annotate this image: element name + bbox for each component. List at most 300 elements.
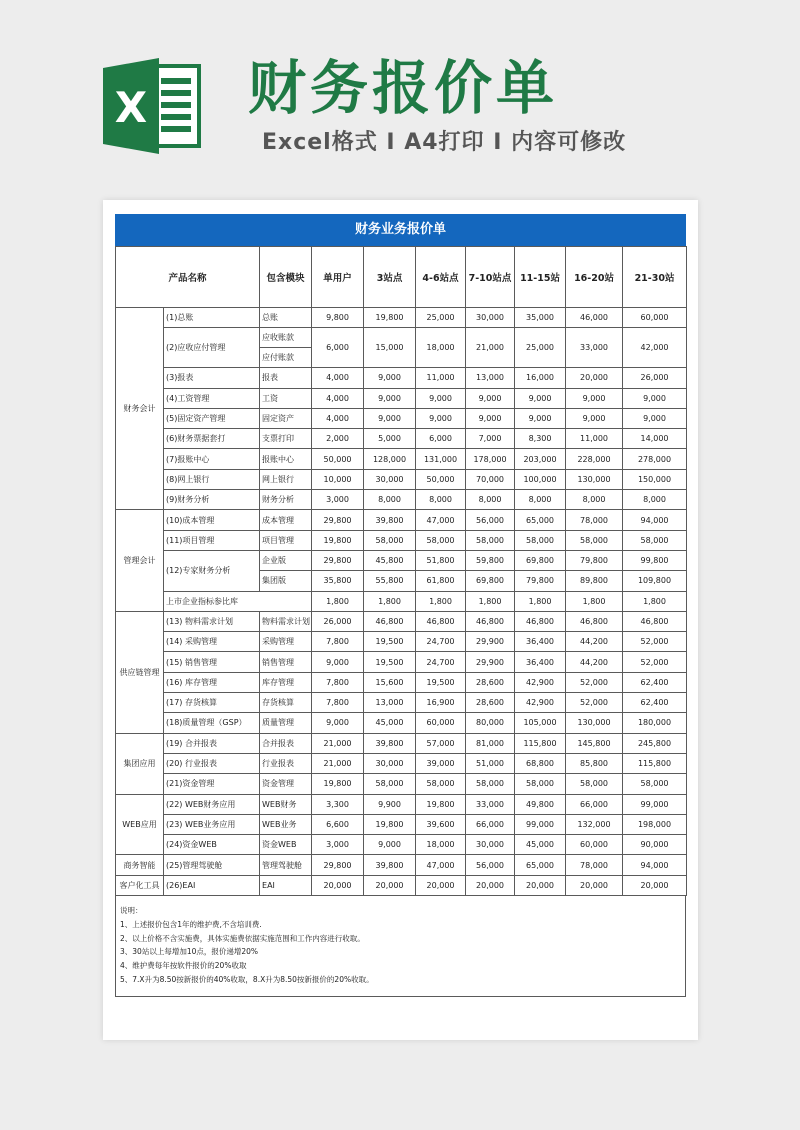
- price-cell: 8,000: [466, 490, 515, 510]
- price-cell: 3,000: [312, 490, 364, 510]
- price-cell: 33,000: [566, 328, 623, 368]
- price-cell: 42,900: [515, 672, 566, 692]
- module-cell: EAI: [260, 875, 312, 895]
- price-cell: 21,000: [312, 733, 364, 753]
- module-cell: 管理驾驶舱: [260, 855, 312, 875]
- price-cell: 8,000: [416, 490, 466, 510]
- col-header: 3站点: [364, 247, 416, 308]
- price-cell: 8,000: [623, 490, 687, 510]
- price-cell: 8,000: [364, 490, 416, 510]
- price-cell: 50,000: [416, 469, 466, 489]
- product-name-cell: (14) 采购管理: [164, 632, 260, 652]
- price-cell: 4,000: [312, 368, 364, 388]
- product-name-cell: (17) 存货核算: [164, 693, 260, 713]
- price-cell: 100,000: [515, 469, 566, 489]
- table-row: [116, 328, 687, 368]
- module-cell: 工资: [260, 388, 312, 408]
- price-cell: 52,000: [566, 693, 623, 713]
- price-cell: 25,000: [515, 328, 566, 368]
- price-cell: 39,800: [364, 855, 416, 875]
- table-row: [116, 388, 687, 408]
- price-cell: 6,000: [416, 429, 466, 449]
- price-cell: 9,000: [312, 713, 364, 733]
- price-cell: 80,000: [466, 713, 515, 733]
- price-cell: 21,000: [312, 753, 364, 773]
- price-cell: 130,000: [566, 469, 623, 489]
- price-cell: 132,000: [566, 814, 623, 834]
- price-cell: 46,000: [566, 308, 623, 328]
- product-name-cell: (5)固定资产管理: [164, 408, 260, 428]
- sheet-title: 财务业务报价单: [115, 214, 686, 246]
- price-cell: 58,000: [416, 530, 466, 550]
- col-header: 11-15站: [515, 247, 566, 308]
- price-cell: 25,000: [416, 308, 466, 328]
- price-cell: 52,000: [623, 652, 687, 672]
- price-cell: 33,000: [466, 794, 515, 814]
- module-cell: [260, 328, 312, 368]
- price-cell: 9,000: [364, 368, 416, 388]
- price-cell: 58,000: [623, 530, 687, 550]
- price-cell: 2,000: [312, 429, 364, 449]
- table-row: [116, 672, 687, 692]
- price-cell: 68,800: [515, 753, 566, 773]
- price-cell: 9,000: [566, 408, 623, 428]
- price-cell: 18,000: [416, 328, 466, 368]
- price-cell: 128,000: [364, 449, 416, 469]
- price-cell: 58,000: [466, 774, 515, 794]
- price-cell: 278,000: [623, 449, 687, 469]
- category-cell: 财务会计: [116, 308, 164, 510]
- price-cell: 85,800: [566, 753, 623, 773]
- price-cell: 115,800: [623, 753, 687, 773]
- product-name-cell: (6)财务票据套打: [164, 429, 260, 449]
- price-cell: 65,000: [515, 855, 566, 875]
- price-cell: 58,000: [515, 530, 566, 550]
- price-cell: 81,000: [466, 733, 515, 753]
- table-row: [116, 550, 687, 570]
- price-cell: 9,000: [466, 408, 515, 428]
- module-sub-cell: 应收账款: [260, 328, 311, 348]
- price-cell: 10,000: [312, 469, 364, 489]
- price-cell: 9,000: [364, 388, 416, 408]
- price-cell: 29,800: [312, 855, 364, 875]
- module-cell: 销售管理: [260, 652, 312, 672]
- price-cell: 28,600: [466, 672, 515, 692]
- price-cell: 35,000: [515, 308, 566, 328]
- price-cell: 9,000: [515, 388, 566, 408]
- module-cell: 财务分析: [260, 490, 312, 510]
- price-cell: 29,800: [312, 550, 364, 570]
- price-cell: 1,800: [623, 591, 687, 611]
- price-cell: 20,000: [623, 875, 687, 895]
- price-cell: 47,000: [416, 855, 466, 875]
- price-cell: 79,800: [515, 571, 566, 591]
- product-name-cell: (26)EAI: [164, 875, 260, 895]
- category-cell: 供应链管理: [116, 611, 164, 733]
- table-row: [116, 652, 687, 672]
- price-cell: 24,700: [416, 632, 466, 652]
- col-header: 21-30站: [623, 247, 687, 308]
- price-cell: 89,800: [566, 571, 623, 591]
- price-cell: 19,500: [364, 632, 416, 652]
- price-cell: 8,300: [515, 429, 566, 449]
- price-cell: 36,400: [515, 652, 566, 672]
- module-cell: WEB财务: [260, 794, 312, 814]
- module-cell: 报表: [260, 368, 312, 388]
- table-row: [116, 490, 687, 510]
- price-cell: 20,000: [515, 875, 566, 895]
- col-header: 产品名称: [116, 247, 260, 308]
- module-cell: 资金管理: [260, 774, 312, 794]
- price-cell: 16,000: [515, 368, 566, 388]
- price-cell: 19,800: [364, 814, 416, 834]
- price-cell: 105,000: [515, 713, 566, 733]
- price-cell: 9,000: [416, 388, 466, 408]
- note-line: 1、上述报价包含1年的维护费,不含培训费.: [120, 919, 262, 929]
- price-cell: 20,000: [416, 875, 466, 895]
- logo-letter: X: [114, 83, 148, 132]
- price-cell: 8,000: [515, 490, 566, 510]
- price-cell: 15,600: [364, 672, 416, 692]
- price-cell: 46,800: [364, 611, 416, 631]
- price-cell: 150,000: [623, 469, 687, 489]
- category-cell: 商务智能: [116, 855, 164, 875]
- price-cell: 7,800: [312, 672, 364, 692]
- module-cell: 存货核算: [260, 693, 312, 713]
- price-cell: 4,000: [312, 408, 364, 428]
- category-cell: 管理会计: [116, 510, 164, 611]
- price-cell: 9,000: [364, 408, 416, 428]
- module-cell: 集团版: [260, 571, 312, 591]
- price-cell: 55,800: [364, 571, 416, 591]
- module-cell: WEB业务: [260, 814, 312, 834]
- note-line: 5、7.X升为8.50按新报价的40%收取，8.X升为8.50按新报价的20%收取。: [120, 975, 374, 984]
- price-cell: 79,800: [566, 550, 623, 570]
- price-cell: 65,000: [515, 510, 566, 530]
- price-cell: 19,800: [312, 530, 364, 550]
- price-cell: 228,000: [566, 449, 623, 469]
- price-cell: 58,000: [364, 774, 416, 794]
- module-cell: 合并报表: [260, 733, 312, 753]
- price-cell: 50,000: [312, 449, 364, 469]
- price-cell: 13,000: [466, 368, 515, 388]
- price-cell: 58,000: [364, 530, 416, 550]
- table-row: [116, 814, 687, 834]
- price-cell: 66,000: [566, 794, 623, 814]
- price-cell: 30,000: [466, 835, 515, 855]
- price-cell: 58,000: [623, 774, 687, 794]
- price-cell: 39,800: [364, 510, 416, 530]
- product-name-cell: (19) 合并报表: [164, 733, 260, 753]
- col-header: 4-6站点: [416, 247, 466, 308]
- price-cell: 69,800: [466, 571, 515, 591]
- product-name-cell: (21)资金管理: [164, 774, 260, 794]
- module-cell: 项目管理: [260, 530, 312, 550]
- price-cell: 56,000: [466, 855, 515, 875]
- price-cell: 78,000: [566, 855, 623, 875]
- price-cell: 58,000: [566, 774, 623, 794]
- table-row: [116, 611, 687, 631]
- price-cell: 9,800: [312, 308, 364, 328]
- price-cell: 19,800: [312, 774, 364, 794]
- price-cell: 94,000: [623, 510, 687, 530]
- price-cell: 28,600: [466, 693, 515, 713]
- product-name-cell: (13) 物料需求计划: [164, 611, 260, 631]
- price-cell: 15,000: [364, 328, 416, 368]
- price-cell: 45,000: [364, 713, 416, 733]
- module-sub-cell: 应付账款: [262, 353, 295, 363]
- price-cell: 99,000: [623, 794, 687, 814]
- quote-table: [115, 246, 687, 896]
- module-cell: 资金WEB: [260, 835, 312, 855]
- table-row: [116, 753, 687, 773]
- product-name-cell: (16) 库存管理: [164, 672, 260, 692]
- price-cell: 198,000: [623, 814, 687, 834]
- module-cell: 总账: [260, 308, 312, 328]
- table-row: [116, 429, 687, 449]
- product-name-cell: (4)工资管理: [164, 388, 260, 408]
- price-cell: 62,400: [623, 693, 687, 713]
- table-row: [116, 368, 687, 388]
- module-cell: 行业报表: [260, 753, 312, 773]
- price-cell: 99,000: [515, 814, 566, 834]
- module-cell: 报账中心: [260, 449, 312, 469]
- table-row: [116, 632, 687, 652]
- price-cell: 26,000: [623, 368, 687, 388]
- note-line: 2、以上价格不含实施费，具体实施费依据实施范围和工作内容进行收取。: [120, 933, 365, 943]
- price-cell: 7,000: [466, 429, 515, 449]
- price-cell: 46,800: [515, 611, 566, 631]
- excel-logo-icon: [103, 58, 203, 154]
- product-name-cell: (8)网上银行: [164, 469, 260, 489]
- price-cell: 19,800: [416, 794, 466, 814]
- product-name-cell: (20) 行业报表: [164, 753, 260, 773]
- price-cell: 1,800: [364, 591, 416, 611]
- price-cell: 45,000: [515, 835, 566, 855]
- price-cell: 39,000: [416, 753, 466, 773]
- price-cell: 26,000: [312, 611, 364, 631]
- price-cell: 20,000: [364, 875, 416, 895]
- table-row: [116, 693, 687, 713]
- price-cell: 19,500: [416, 672, 466, 692]
- price-cell: 56,000: [466, 510, 515, 530]
- product-name-cell: 上市企业指标参比库: [164, 591, 312, 611]
- price-cell: 45,800: [364, 550, 416, 570]
- col-header: 包含模块: [260, 247, 312, 308]
- product-name-cell: (7)报账中心: [164, 449, 260, 469]
- price-cell: 3,000: [312, 835, 364, 855]
- product-name-cell: (15) 销售管理: [164, 652, 260, 672]
- price-cell: 30,000: [364, 753, 416, 773]
- col-header: 16-20站: [566, 247, 623, 308]
- price-cell: 58,000: [566, 530, 623, 550]
- col-header: 7-10站点: [466, 247, 515, 308]
- price-cell: 30,000: [364, 469, 416, 489]
- table-row: [116, 530, 687, 550]
- price-cell: 13,000: [364, 693, 416, 713]
- price-cell: 52,000: [623, 632, 687, 652]
- table-row: [116, 794, 687, 814]
- table-row: [116, 733, 687, 753]
- price-cell: 44,200: [566, 632, 623, 652]
- price-cell: 59,800: [466, 550, 515, 570]
- product-name-cell: (18)质量管理（GSP）: [164, 713, 260, 733]
- quote-sheet: [115, 214, 686, 997]
- price-cell: 30,000: [466, 308, 515, 328]
- table-row: [116, 408, 687, 428]
- product-name-cell: (10)成本管理: [164, 510, 260, 530]
- document-paper: [103, 200, 698, 1040]
- price-cell: 29,900: [466, 632, 515, 652]
- price-cell: 44,200: [566, 652, 623, 672]
- category-cell: WEB应用: [116, 794, 164, 855]
- table-row: [116, 835, 687, 855]
- price-cell: 145,800: [566, 733, 623, 753]
- price-cell: 11,000: [566, 429, 623, 449]
- price-cell: 62,400: [623, 672, 687, 692]
- price-cell: 46,800: [623, 611, 687, 631]
- price-cell: 58,000: [416, 774, 466, 794]
- price-cell: 1,800: [466, 591, 515, 611]
- price-cell: 42,900: [515, 693, 566, 713]
- table-row: [116, 449, 687, 469]
- price-cell: 60,000: [566, 835, 623, 855]
- price-cell: 4,000: [312, 388, 364, 408]
- note-line: 4、维护费每年按软件报价的20%收取: [120, 961, 247, 971]
- price-cell: 52,000: [566, 672, 623, 692]
- product-name-cell: (24)资金WEB: [164, 835, 260, 855]
- price-cell: 14,000: [623, 429, 687, 449]
- page-title: 财务报价单: [248, 54, 559, 122]
- note-line: 3、30站以上每增加10点，报价递增20%: [120, 947, 259, 957]
- module-cell: 支票打印: [260, 429, 312, 449]
- price-cell: 7,800: [312, 632, 364, 652]
- price-cell: 9,000: [623, 388, 687, 408]
- price-cell: 69,800: [515, 550, 566, 570]
- price-cell: 35,800: [312, 571, 364, 591]
- price-cell: 16,900: [416, 693, 466, 713]
- table-row: [116, 510, 687, 530]
- price-cell: 36,400: [515, 632, 566, 652]
- price-cell: 9,000: [566, 388, 623, 408]
- price-cell: 94,000: [623, 855, 687, 875]
- module-cell: 采购管理: [260, 632, 312, 652]
- module-cell: 固定资产: [260, 408, 312, 428]
- price-cell: 6,000: [312, 328, 364, 368]
- price-cell: 7,800: [312, 693, 364, 713]
- price-cell: 20,000: [466, 875, 515, 895]
- price-cell: 29,900: [466, 652, 515, 672]
- price-cell: 5,000: [364, 429, 416, 449]
- product-name-cell: (12)专家财务分析: [164, 550, 260, 591]
- table-header-row: [116, 247, 687, 308]
- module-cell: 库存管理: [260, 672, 312, 692]
- price-cell: 46,800: [566, 611, 623, 631]
- price-cell: 9,000: [364, 835, 416, 855]
- price-cell: 1,800: [515, 591, 566, 611]
- price-cell: 9,000: [515, 408, 566, 428]
- price-cell: 9,000: [623, 408, 687, 428]
- price-cell: 99,800: [623, 550, 687, 570]
- product-name-cell: (22) WEB财务应用: [164, 794, 260, 814]
- price-cell: 47,000: [416, 510, 466, 530]
- table-row: [116, 591, 687, 611]
- price-cell: 46,800: [416, 611, 466, 631]
- price-cell: 58,000: [466, 530, 515, 550]
- price-cell: 60,000: [416, 713, 466, 733]
- module-cell: 企业版: [260, 550, 312, 570]
- price-cell: 20,000: [566, 368, 623, 388]
- price-cell: 39,800: [364, 733, 416, 753]
- price-cell: 9,900: [364, 794, 416, 814]
- price-cell: 42,000: [623, 328, 687, 368]
- product-name-cell: (9)财务分析: [164, 490, 260, 510]
- table-row: [116, 469, 687, 489]
- price-cell: 20,000: [566, 875, 623, 895]
- price-cell: 49,800: [515, 794, 566, 814]
- price-cell: 24,700: [416, 652, 466, 672]
- price-cell: 131,000: [416, 449, 466, 469]
- product-name-cell: (11)项目管理: [164, 530, 260, 550]
- price-cell: 70,000: [466, 469, 515, 489]
- price-cell: 46,800: [466, 611, 515, 631]
- note-line: 说明：: [120, 906, 143, 916]
- price-cell: 29,800: [312, 510, 364, 530]
- price-cell: 58,000: [515, 774, 566, 794]
- price-cell: 51,800: [416, 550, 466, 570]
- price-cell: 1,800: [566, 591, 623, 611]
- product-name-cell: (1)总账: [164, 308, 260, 328]
- price-cell: 90,000: [623, 835, 687, 855]
- module-cell: 物料需求计划: [260, 611, 312, 631]
- price-cell: 11,000: [416, 368, 466, 388]
- price-cell: 115,800: [515, 733, 566, 753]
- category-cell: 集团应用: [116, 733, 164, 794]
- price-cell: 66,000: [466, 814, 515, 834]
- price-cell: 1,800: [312, 591, 364, 611]
- price-cell: 39,600: [416, 814, 466, 834]
- product-name-cell: (2)应收应付管理: [164, 328, 260, 368]
- notes-section: [115, 896, 686, 997]
- page-subtitle: Excel格式 I A4打印 I 内容可修改: [262, 130, 627, 155]
- price-cell: 9,000: [312, 652, 364, 672]
- col-header: 单用户: [312, 247, 364, 308]
- price-cell: 1,800: [416, 591, 466, 611]
- table-row: [116, 875, 687, 895]
- price-cell: 78,000: [566, 510, 623, 530]
- product-name-cell: (23) WEB业务应用: [164, 814, 260, 834]
- price-cell: 6,600: [312, 814, 364, 834]
- price-cell: 109,800: [623, 571, 687, 591]
- price-cell: 60,000: [623, 308, 687, 328]
- price-cell: 9,000: [466, 388, 515, 408]
- price-cell: 57,000: [416, 733, 466, 753]
- product-name-cell: (3)报表: [164, 368, 260, 388]
- price-cell: 9,000: [416, 408, 466, 428]
- table-row: [116, 308, 687, 328]
- price-cell: 19,500: [364, 652, 416, 672]
- price-cell: 61,800: [416, 571, 466, 591]
- price-cell: 203,000: [515, 449, 566, 469]
- module-cell: 网上银行: [260, 469, 312, 489]
- price-cell: 18,000: [416, 835, 466, 855]
- price-cell: 19,800: [364, 308, 416, 328]
- module-cell: 质量管理: [260, 713, 312, 733]
- price-cell: 51,000: [466, 753, 515, 773]
- module-cell: 成本管理: [260, 510, 312, 530]
- price-cell: 180,000: [623, 713, 687, 733]
- price-cell: 20,000: [312, 875, 364, 895]
